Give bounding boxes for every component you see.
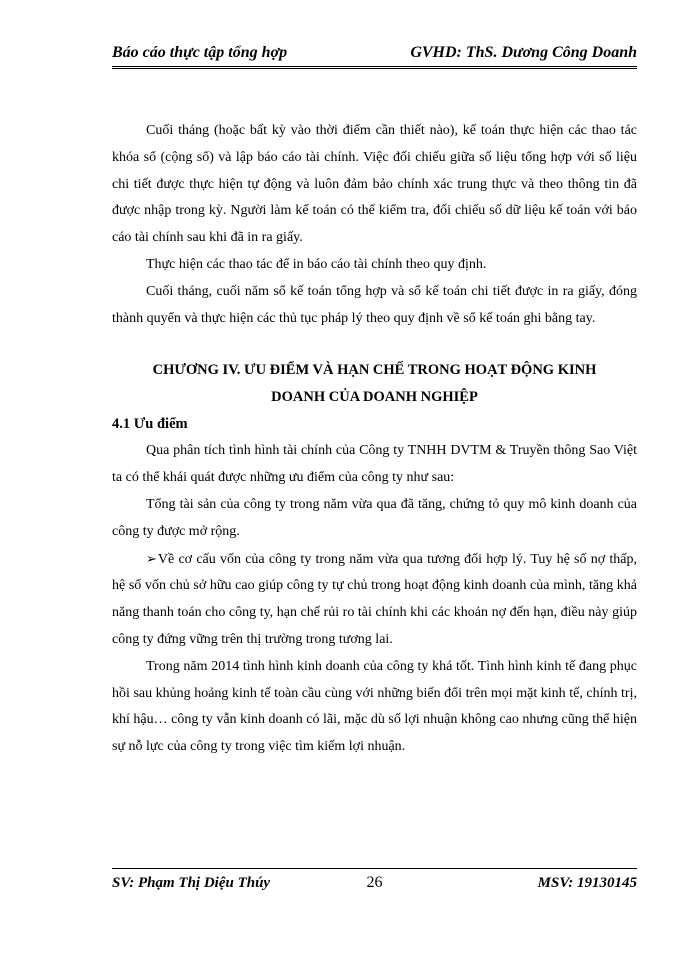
paragraph-business-2014: Trong năm 2014 tình hình kinh doanh của công ty khá tốt. Tình hình kinh tế đang phục hồi sau khủng hoảng kinh tế toàn cầu cùng với những biến đổi trên mọi mặt kinh tế, chính trị, khí hậu… công ty vẫn kinh doanh có lãi, mặc dù số lợi nhuận không cao nhưng cũng thể hiện sự nỗ lực của công ty trong việc tìm kiếm lợi nhuận. xyxy=(112,658,637,755)
capital-structure-text: Về cơ cấu vốn của công ty trong năm vừa qua tương đối hợp lý. Tuy hệ số nợ thấp, hệ số vốn chủ sở hữu cao giúp công ty tự chủ trong hoạt động kinh doanh của mình, tăng khả năng thanh toán cho công ty, hạn chế rủi ro tài chính khi các khoản nợ đến hạn, điều này giúp công ty đứng vững trên thị trường trong tương lai. xyxy=(112,551,637,647)
paragraph-total-assets: Tổng tài sản của công ty trong năm vừa qua đã tăng, chứng tỏ quy mô kinh doanh của công ty được mở rộng. xyxy=(112,496,637,539)
paragraph-closing-books: Cuối tháng (hoặc bất kỳ vào thời điểm cần thiết nào), kế toán thực hiện các thao tác khóa sổ (cộng sổ) và lập báo cáo tài chính. Việc đối chiếu giữa số liệu tổng hợp với số liệu chi tiết được thực hiện tự động và luôn đảm bảo chính xác trung thực và theo thông tin đã được nhập trong kỳ. Người làm kế toán có thể kiểm tra, đối chiếu số dữ liệu kế toán với báo cáo tài chính sau khi đã in ra giấy. xyxy=(112,123,637,246)
header-supervisor: GVHD: ThS. Dương Công Doanh xyxy=(410,44,637,61)
page-header xyxy=(112,43,637,69)
chapter-title-line-2: DOANH CỦA DOANH NGHIỆP xyxy=(271,389,478,406)
footer-student-name: SV: Phạm Thị Diệu Thúy xyxy=(112,875,271,891)
page-number: 26 xyxy=(366,874,383,891)
chapter-title-line-1: CHƯƠNG IV. ƯU ĐIỂM VÀ HẠN CHẾ TRONG HOẠT ĐỘNG KINH xyxy=(152,362,597,379)
section-title: 4.1 Ưu điểm xyxy=(112,416,188,433)
paragraph-bind-ledgers: Cuối tháng, cuối năm sổ kế toán tổng hợp và sổ kế toán chi tiết được in ra giấy, đóng thành quyển và thực hiện các thủ tục pháp lý theo quy định về sổ kế toán ghi bằng tay. xyxy=(112,283,637,326)
page-footer xyxy=(112,868,637,894)
paragraph-overview: Qua phân tích tình hình tài chính của Công ty TNHH DVTM & Truyền thông Sao Việt ta có thể khái quát được những ưu điểm của công ty như sau: xyxy=(112,443,637,486)
footer-student-id: MSV: 19130145 xyxy=(537,875,637,891)
header-report-title: Báo cáo thực tập tổng hợp xyxy=(112,44,288,61)
page-body xyxy=(112,118,637,761)
arrow-bullet-icon: ➢ xyxy=(146,550,157,566)
chapter-title xyxy=(112,357,637,411)
paragraph-print-reports: Thực hiện các thao tác để in báo cáo tài chính theo quy định. xyxy=(146,256,487,272)
paragraph-capital-structure xyxy=(112,546,637,654)
